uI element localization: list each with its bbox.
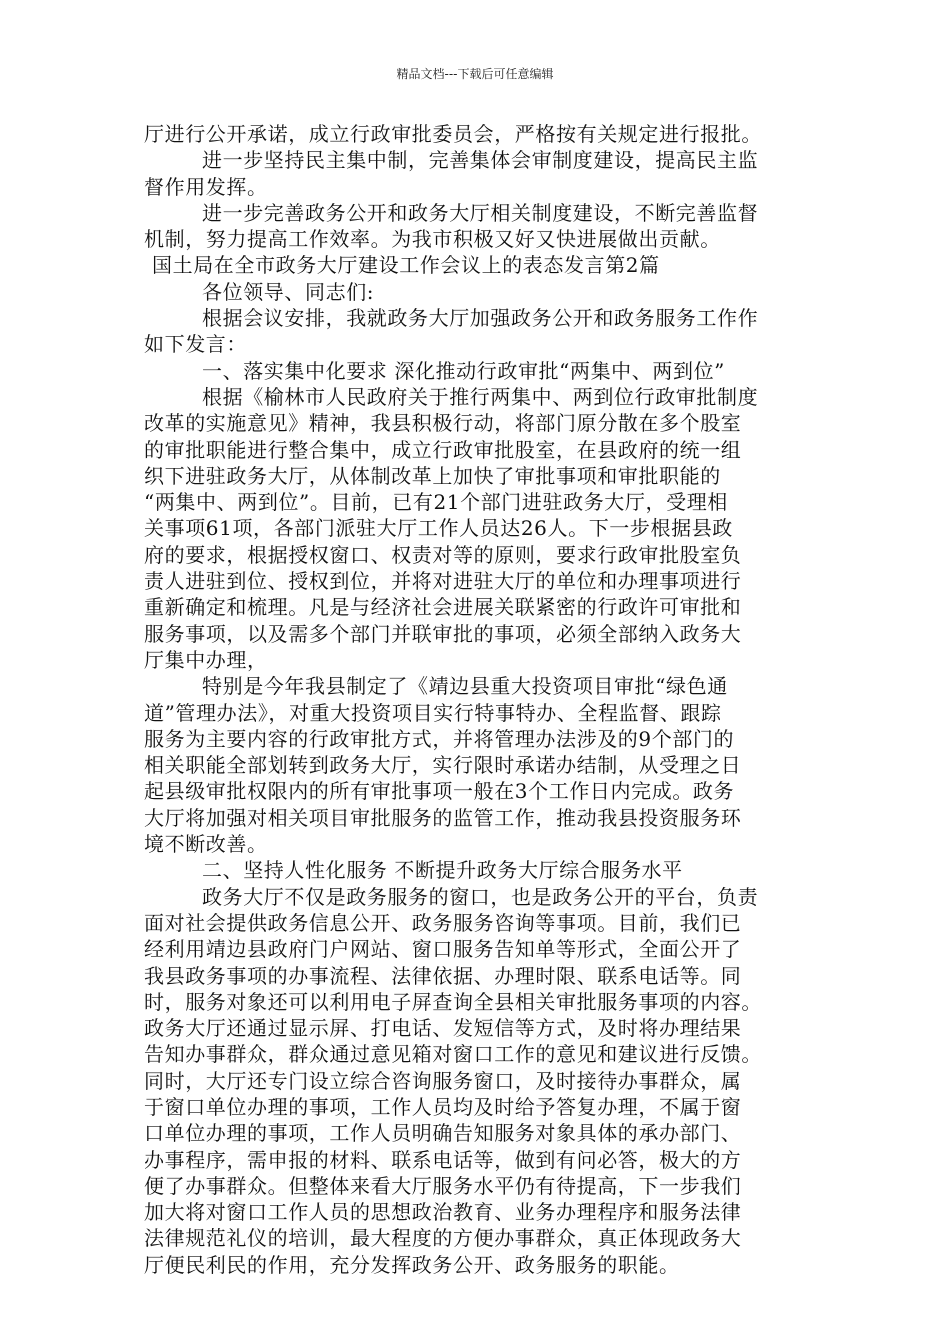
text-line: 织下进驻政务大厅，从体制改革上加快了审批事项和审批职能的 bbox=[144, 463, 721, 488]
text-line: 如下发言： bbox=[144, 332, 247, 357]
text-line: 政务大厅还通过显示屏、打电话、发短信等方式，及时将办理结果 bbox=[144, 1016, 742, 1041]
text-line: 关事项61项，各部门派驻大厅工作人员达26人。下一步根据县政 bbox=[144, 516, 733, 541]
text-line: 根据《榆林市人民政府关于推行两集中、两到位行政审批制度 bbox=[202, 384, 759, 409]
text-line: 起县级审批权限内的所有审批事项一般在3个工作日内完成。政务 bbox=[144, 779, 735, 804]
text-line: 一、落实集中化要求 深化推动行政审批“两集中、两到位” bbox=[202, 358, 726, 383]
text-line: 根据会议安排，我就政务大厅加强政务公开和政务服务工作作 bbox=[202, 306, 759, 331]
text-line: 二、坚持人性化服务 不断提升政务大厅综合服务水平 bbox=[202, 858, 683, 883]
text-line: 于窗口单位办理的事项，工作人员均及时给予答复办理，不属于窗 bbox=[144, 1094, 742, 1119]
text-line: 我县政务事项的办事流程、法律依据、办理时限、联系电话等。同 bbox=[144, 963, 742, 988]
text-line: 办事程序，需申报的材料、联系电话等，做到有问必答，极大的方 bbox=[144, 1147, 742, 1172]
text-line: 重新确定和梳理。凡是与经济社会进展关联紧密的行政许可审批和 bbox=[144, 595, 742, 620]
text-line: 督作用发挥。 bbox=[144, 174, 268, 199]
page-header-note: 精品文档---下载后可任意编辑 bbox=[396, 67, 554, 81]
text-line: “两集中、两到位”。目前，已有21个部门进驻政务大厅，受理相 bbox=[144, 490, 728, 515]
text-line: 府的要求，根据授权窗口、权责对等的原则，要求行政审批股室负 bbox=[144, 542, 742, 567]
text-line: 经利用靖边县政府门户网站、窗口服务告知单等形式，全面公开了 bbox=[144, 937, 742, 962]
text-line: 法律规范礼仪的培训，最大程度的方便办事群众，真正体现政务大 bbox=[144, 1226, 742, 1251]
text-line: 道”管理办法》，对重大投资项目实行特事特办、全程监督、跟踪 bbox=[144, 700, 722, 725]
text-line: 特别是今年我县制定了《靖边县重大投资项目审批“绿色通 bbox=[202, 674, 728, 699]
text-line: 的审批职能进行整合集中，成立行政审批股室，在县政府的统一组 bbox=[144, 437, 742, 462]
text-line: 进一步坚持民主集中制，完善集体会审制度建设，提高民主监 bbox=[202, 148, 759, 173]
text-line: 国土局在全市政务大厅建设工作会议上的表态发言第2篇 bbox=[152, 253, 660, 278]
text-line: 进一步完善政务公开和政务大厅相关制度建设，不断完善监督 bbox=[202, 200, 759, 225]
text-line: 境不断改善。 bbox=[144, 832, 268, 857]
text-line: 厅便民利民的作用，充分发挥政务公开、政务服务的职能。 bbox=[144, 1252, 680, 1277]
text-line: 时，服务对象还可以利用电子屏查询全县相关审批服务事项的内容。 bbox=[144, 989, 762, 1014]
text-line: 面对社会提供政务信息公开、政务服务咨询等事项。目前，我们已 bbox=[144, 910, 742, 935]
text-line: 厅进行公开承诺，成立行政审批委员会，严格按有关规定进行报批。 bbox=[144, 122, 762, 146]
text-line: 机制，努力提高工作效率。为我市积极又好又快进展做出贡献。 bbox=[144, 227, 721, 252]
text-line: 政务大厅不仅是政务服务的窗口，也是政务公开的平台，负责 bbox=[202, 884, 759, 909]
text-line: 同时，大厅还专门设立综合咨询服务窗口，及时接待办事群众，属 bbox=[144, 1068, 742, 1093]
text-line: 大厅将加强对相关项目审批服务的监管工作，推动我县投资服务环 bbox=[144, 805, 742, 830]
text-line: 服务事项，以及需多个部门并联审批的事项，必须全部纳入政务大 bbox=[144, 621, 742, 646]
text-line: 改革的实施意见》精神，我县积极行动，将部门原分散在多个股室 bbox=[144, 411, 742, 436]
text-line: 各位领导、同志们: bbox=[202, 279, 375, 304]
text-line: 告知办事群众，群众通过意见箱对窗口工作的意见和建议进行反馈。 bbox=[144, 1042, 762, 1067]
text-line: 口单位办理的事项，工作人员明确告知服务对象具体的承办部门、 bbox=[144, 1121, 742, 1146]
text-line: 服务为主要内容的行政审批方式，并将管理办法涉及的9个部门的 bbox=[144, 726, 735, 751]
text-line: 便了办事群众。但整体来看大厅服务水平仍有待提高，下一步我们 bbox=[144, 1173, 742, 1198]
text-line: 厅集中办理， bbox=[144, 647, 268, 672]
text-line: 加大将对窗口工作人员的思想政治教育、业务办理程序和服务法律 bbox=[144, 1200, 742, 1225]
document-body bbox=[144, 121, 804, 1278]
text-line: 相关职能全部划转到政务大厅，实行限时承诺办结制，从受理之日 bbox=[144, 753, 742, 778]
text-line: 责人进驻到位、授权到位，并将对进驻大厅的单位和办理事项进行 bbox=[144, 569, 742, 594]
